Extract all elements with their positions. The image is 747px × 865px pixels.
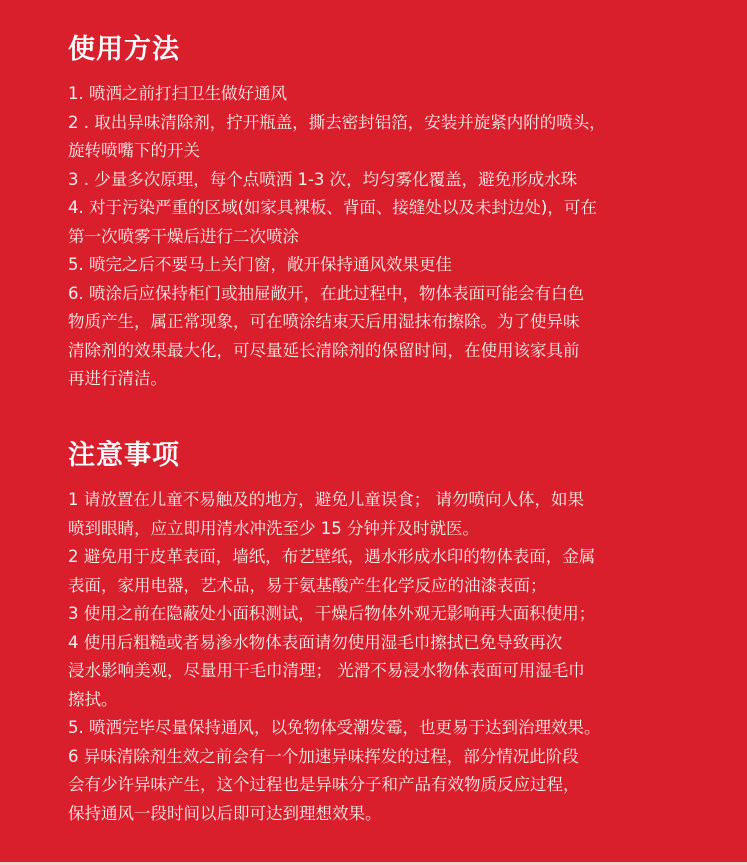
usage-line: 1. 喷洒之前打扫卫生做好通风 bbox=[68, 84, 287, 103]
usage-line: 2 . 取出异味清除剂，拧开瓶盖，撕去密封铝箔，安装并旋紧内附的喷头， bbox=[68, 112, 606, 132]
usage-line: 再进行清洁。 bbox=[68, 369, 167, 388]
usage-line: 3 . 少量多次原理，每个点喷洒 1-3 次，均匀雾化覆盖，避免形成水珠 bbox=[68, 169, 578, 189]
usage-line: 第一次喷雾干燥后进行二次喷涂 bbox=[68, 226, 299, 246]
notes-line: 喷到眼睛，应立即用清水冲洗至少 15 分钟并及时就医。 bbox=[68, 518, 479, 538]
notes-line: 浸水影响美观，尽量用干毛巾清理； 光滑不易浸水物体表面可用湿毛巾 bbox=[68, 661, 585, 680]
notes-line: 擦拭。 bbox=[68, 689, 118, 709]
notes-line: 4 使用后粗糙或者易渗水物体表面请勿使用湿毛巾擦拭已免导致再次 bbox=[68, 632, 563, 652]
notes-line: 表面，家用电器，艺术品，易于氨基酸产生化学反应的油漆表面； bbox=[68, 575, 547, 595]
notes-line: 2 避免用于皮革表面，墙纸，布艺壁纸，遇水形成水印的物体表面，金属 bbox=[68, 547, 596, 566]
usage-line: 6. 喷涂后应保持柜门或抽屉敞开，在此过程中，物体表面可能会有白色 bbox=[68, 283, 584, 303]
notes-line: 5. 喷洒完毕尽量保持通风，以免物体受潮发霉，也更易于达到治理效果。 bbox=[68, 718, 601, 737]
usage-section bbox=[68, 30, 738, 394]
notes-section bbox=[68, 436, 738, 828]
usage-line: 物质产生，属正常现象，可在喷涂结束天后用湿抹布擦除。为了使异味 bbox=[68, 312, 580, 331]
usage-title: 使用方法 bbox=[68, 34, 180, 65]
notes-line: 3 使用之前在隐蔽处小面积测试，干燥后物体外观无影响再大面积使用； bbox=[68, 604, 596, 623]
notes-line: 6 异味清除剂生效之前会有一个加速异味挥发的过程，部分情况此阶段 bbox=[68, 746, 579, 766]
usage-line: 5. 喷完之后不要马上关门窗，敞开保持通风效果更佳 bbox=[68, 255, 452, 274]
usage-line: 旋转喷嘴下的开关 bbox=[68, 141, 200, 160]
usage-line: 清除剂的效果最大化，可尽量延长清除剂的保留时间，在使用该家具前 bbox=[68, 340, 580, 360]
notes-line: 1 请放置在儿童不易触及的地方，避免儿童误食； 请勿喷向人体，如果 bbox=[68, 490, 584, 509]
usage-line: 4. 对于污染严重的区域(如家具裸板、背面、接缝处以及未封边处)，可在 bbox=[68, 198, 597, 217]
notes-line: 保持通风一段时间以后即可达到理想效果。 bbox=[68, 803, 382, 823]
notes-title: 注意事项 bbox=[68, 440, 180, 471]
notes-line: 会有少许异味产生，这个过程也是异味分子和产品有效物质反应过程， bbox=[68, 775, 580, 794]
